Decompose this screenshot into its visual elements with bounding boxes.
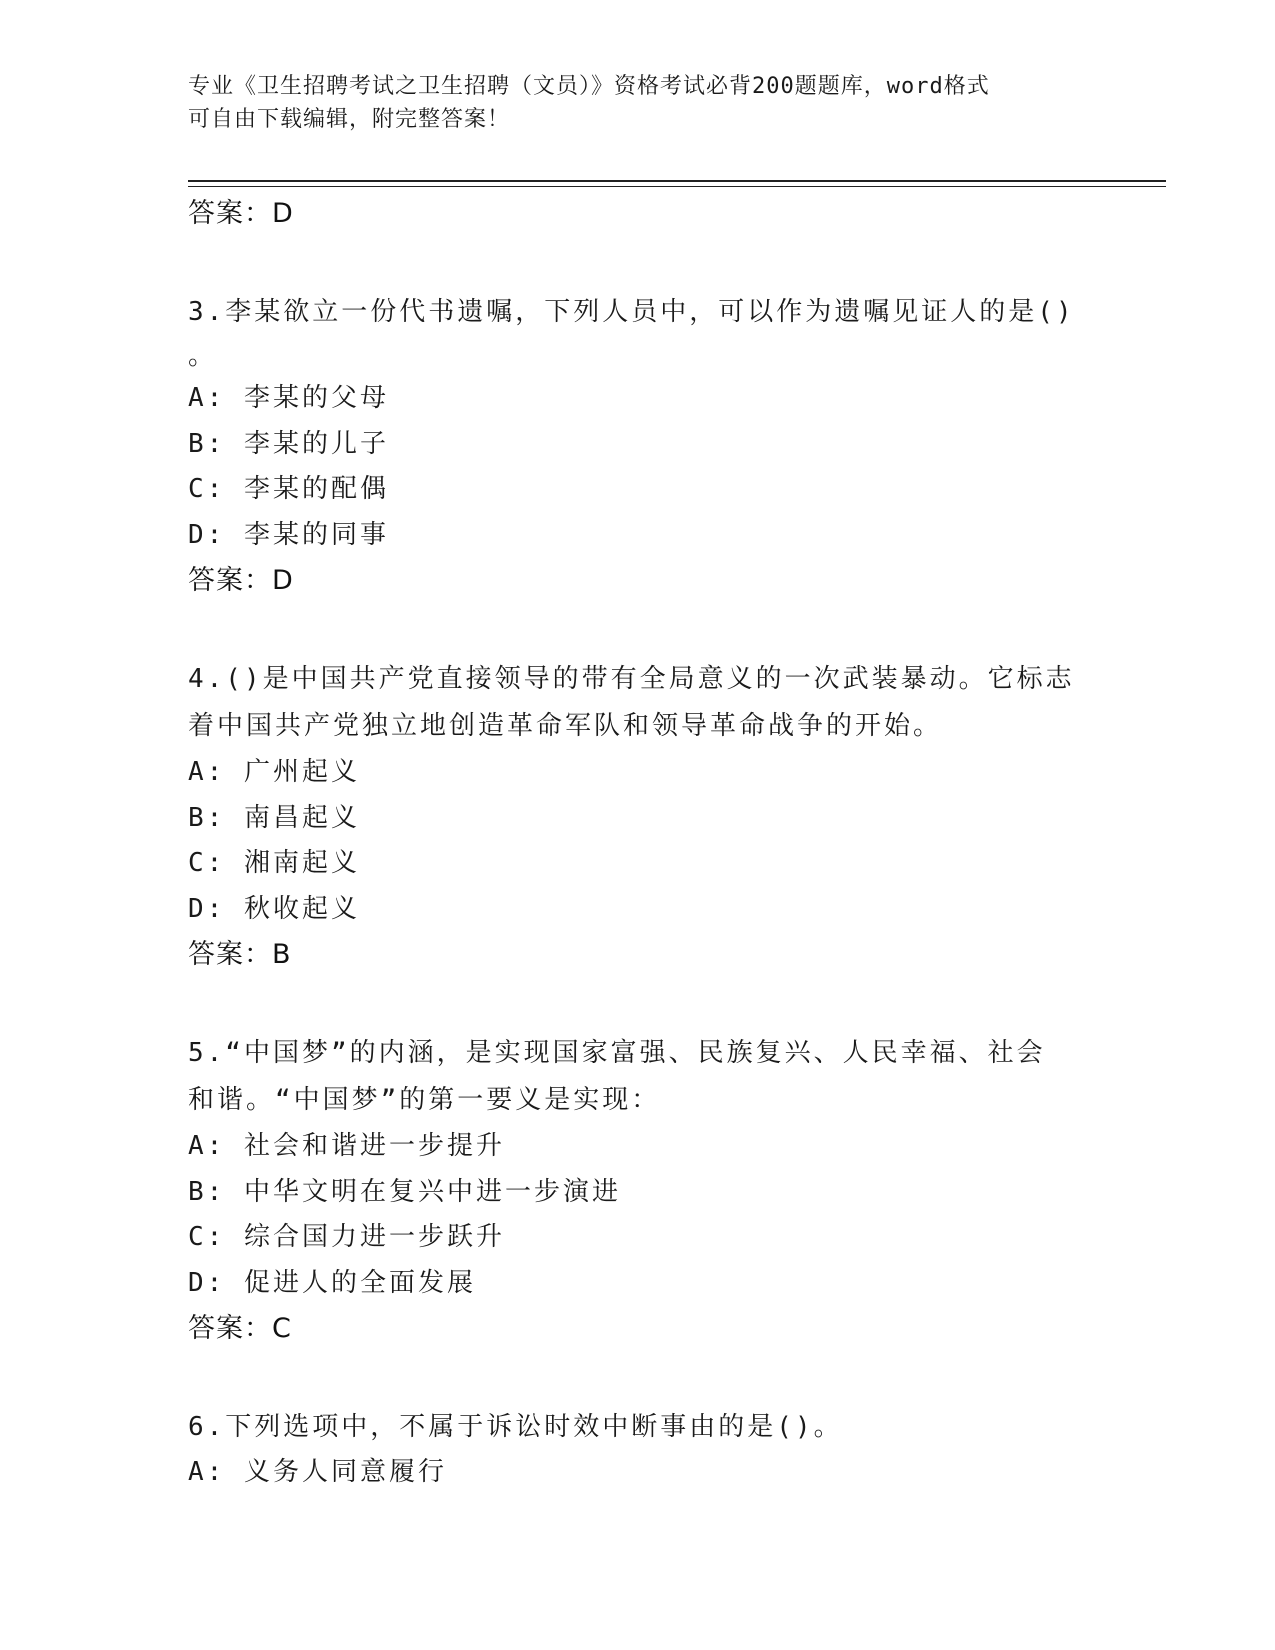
option-c: C: 湘南起义 (188, 848, 360, 878)
question-6 (188, 1404, 1088, 1496)
question-stem-line: 6.下列选项中，不属于诉讼时效中断事由的是()。 (188, 1412, 843, 1442)
question-stem-line: 和谐。“中国梦”的第一要义是实现： (188, 1085, 661, 1115)
answer: 答案：B (188, 939, 292, 970)
option-b: B: 南昌起义 (188, 802, 360, 833)
header-line-1: 专业《卫生招聘考试之卫生招聘（文员）》资格考试必背200题题库，word格式 (188, 74, 990, 99)
question-stem-line: 4.()是中国共产党直接领导的带有全局意义的一次武装暴动。它标志 (188, 664, 1075, 694)
previous-answer: 答案：D (188, 198, 294, 229)
header-divider-thick (188, 180, 1166, 182)
option-a: A: 社会和谐进一步提升 (188, 1131, 505, 1161)
question-4 (188, 656, 1088, 978)
option-d: D: 秋收起义 (188, 893, 360, 924)
answer: 答案：D (188, 565, 294, 596)
option-b: B: 中华文明在复兴中进一步演进 (188, 1176, 621, 1207)
option-a: A: 广州起义 (188, 757, 360, 787)
option-c: C: 综合国力进一步跃升 (188, 1222, 505, 1252)
question-stem-line: 5.“中国梦”的内涵，是实现国家富强、民族复兴、人民幸福、社会 (188, 1038, 1046, 1068)
document-header (188, 70, 1068, 136)
option-d: D: 促进人的全面发展 (188, 1267, 476, 1298)
option-b: B: 李某的儿子 (188, 428, 389, 459)
option-a: A: 义务人同意履行 (188, 1457, 447, 1487)
question-stem-line: 着中国共产党独立地创造革命军队和领导革命战争的开始。 (188, 711, 943, 741)
option-c: C: 李某的配偶 (188, 474, 389, 504)
header-divider-thin (188, 186, 1166, 187)
question-stem-line: 3.李某欲立一份代书遗嘱，下列人员中，可以作为遗嘱见证人的是() (188, 297, 1075, 327)
question-5 (188, 1030, 1088, 1352)
question-stem-line: 。 (188, 341, 218, 371)
header-line-2: 可自由下载编辑，附完整答案！ (188, 107, 511, 132)
answer: 答案：C (188, 1313, 292, 1344)
question-content (188, 191, 1088, 1548)
option-d: D: 李某的同事 (188, 519, 389, 550)
option-a: A: 李某的父母 (188, 383, 389, 413)
question-3 (188, 289, 1088, 604)
